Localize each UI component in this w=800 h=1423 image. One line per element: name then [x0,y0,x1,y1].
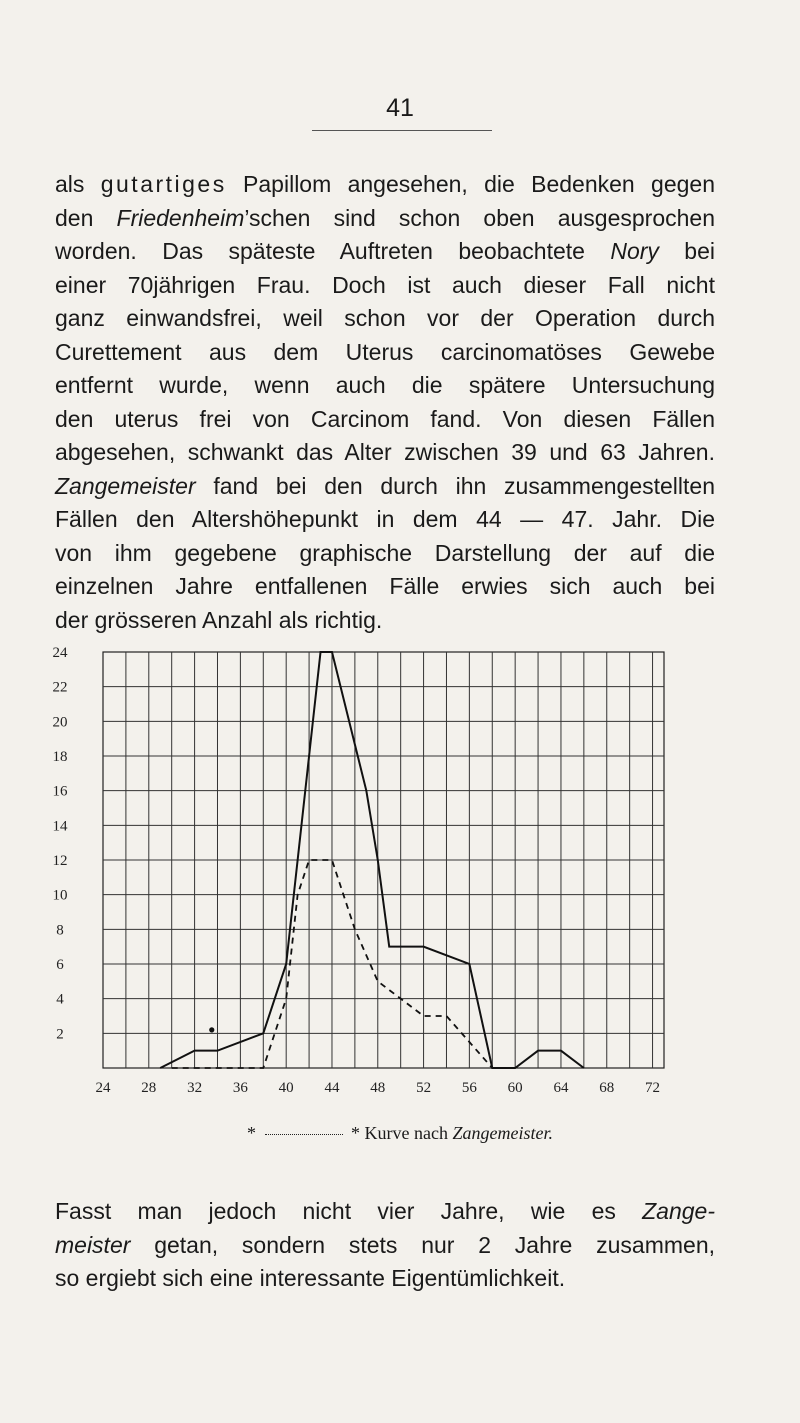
page-number: 41 [386,94,414,122]
text-span: ’schen sind schon oben ausgesprochen [244,204,715,231]
x-tick-label: 44 [324,1080,340,1096]
y-tick-label: 18 [52,749,68,765]
legend-author: Zangemeister. [452,1123,553,1143]
text-span: als [55,171,101,197]
y-tick-label: 4 [56,991,64,1008]
x-tick-label: 24 [95,1080,111,1096]
text-line [55,470,715,504]
author-name: meister [55,1231,131,1258]
y-tick-label: 16 [52,783,68,800]
y-tick-label: 22 [52,679,68,696]
text-line: Fällen den Altershöhepunkt in dem 44 — 47. Jahr. Die [55,506,715,532]
text-line [55,168,715,202]
y-tick-label: 8 [56,922,64,939]
chart-marker-dot [209,1027,214,1032]
emphasis-spaced: gutartiges [100,171,227,197]
text-line: entfernt wurde, wenn auch die spätere Untersuchung [55,372,715,398]
legend-dotted-line [265,1134,343,1135]
text-line: so ergiebt sich eine interessante Eigentümlichkeit. [55,1265,566,1291]
y-tick-label: 12 [52,853,68,869]
legend-marker-end: * [351,1123,361,1143]
text-line [55,235,715,269]
x-tick-label: 68 [599,1080,615,1096]
text-line: der grösseren Anzahl als richtig. [55,606,383,633]
text-line: einzelnen Jahre entfallenen Fälle erwies sich auch bei [55,573,715,599]
x-tick-label: 36 [232,1080,248,1096]
y-tick-label: 14 [52,818,68,835]
text-span: bei [658,238,715,264]
legend-marker-start: * [247,1123,257,1143]
x-tick-label: 28 [141,1080,157,1096]
age-distribution-chart [40,640,680,1100]
text-line: ganz einwandsfrei, weil schon vor der Operation durch [55,305,715,331]
author-name: Zangemeister [55,472,196,499]
x-tick-label: 56 [461,1080,477,1096]
paragraph-1 [55,168,715,637]
chart-legend [0,1123,800,1144]
text-span: fand bei den durch ihn zusammengestellten [195,472,715,499]
x-tick-label: 64 [553,1080,569,1096]
text-line: Curettement aus dem Uterus carcinomatöses Gewebe [55,338,715,365]
y-tick-label: 24 [52,645,68,661]
x-tick-label: 40 [278,1080,294,1096]
author-name: Zange- [642,1198,715,1224]
legend-label: Kurve nach [364,1123,448,1143]
x-tick-label: 32 [187,1080,203,1096]
x-tick-label: 48 [370,1080,386,1096]
y-tick-label: 6 [56,957,64,973]
text-span: worden. Das späteste Auftreten beobachtete [55,238,611,264]
page-number-rule [312,130,492,131]
x-tick-label: 52 [416,1080,432,1096]
text-line: von ihm gegebene graphische Darstellung der auf die [55,539,715,566]
x-tick-label: 60 [507,1080,523,1096]
text-span: den [55,204,117,231]
y-tick-label: 2 [56,1026,64,1043]
text-line [55,1195,715,1229]
text-line: einer 70jährigen Frau. Doch ist auch dieser Fall nicht [55,271,715,298]
text-line [55,1229,715,1263]
text-span: getan, sondern stets nur 2 Jahre zusammen, [130,1231,715,1258]
author-name: Friedenheim [116,204,245,231]
y-tick-label: 20 [52,714,68,731]
y-tick-label: 10 [52,887,68,904]
text-line [55,202,715,236]
x-tick-label: 72 [645,1080,661,1096]
author-name: Nory [610,238,659,264]
text-span: Fasst man jedoch nicht vier Jahre, wie es [55,1198,643,1224]
text-span: Papillom angesehen, die Bedenken gegen [226,171,715,197]
text-line: den uterus frei von Carcinom fand. Von diesen Fällen [55,405,715,432]
text-line: abgesehen, schwankt das Alter zwischen 39 und 63 Jahren. [55,439,715,465]
paragraph-2 [55,1195,715,1296]
